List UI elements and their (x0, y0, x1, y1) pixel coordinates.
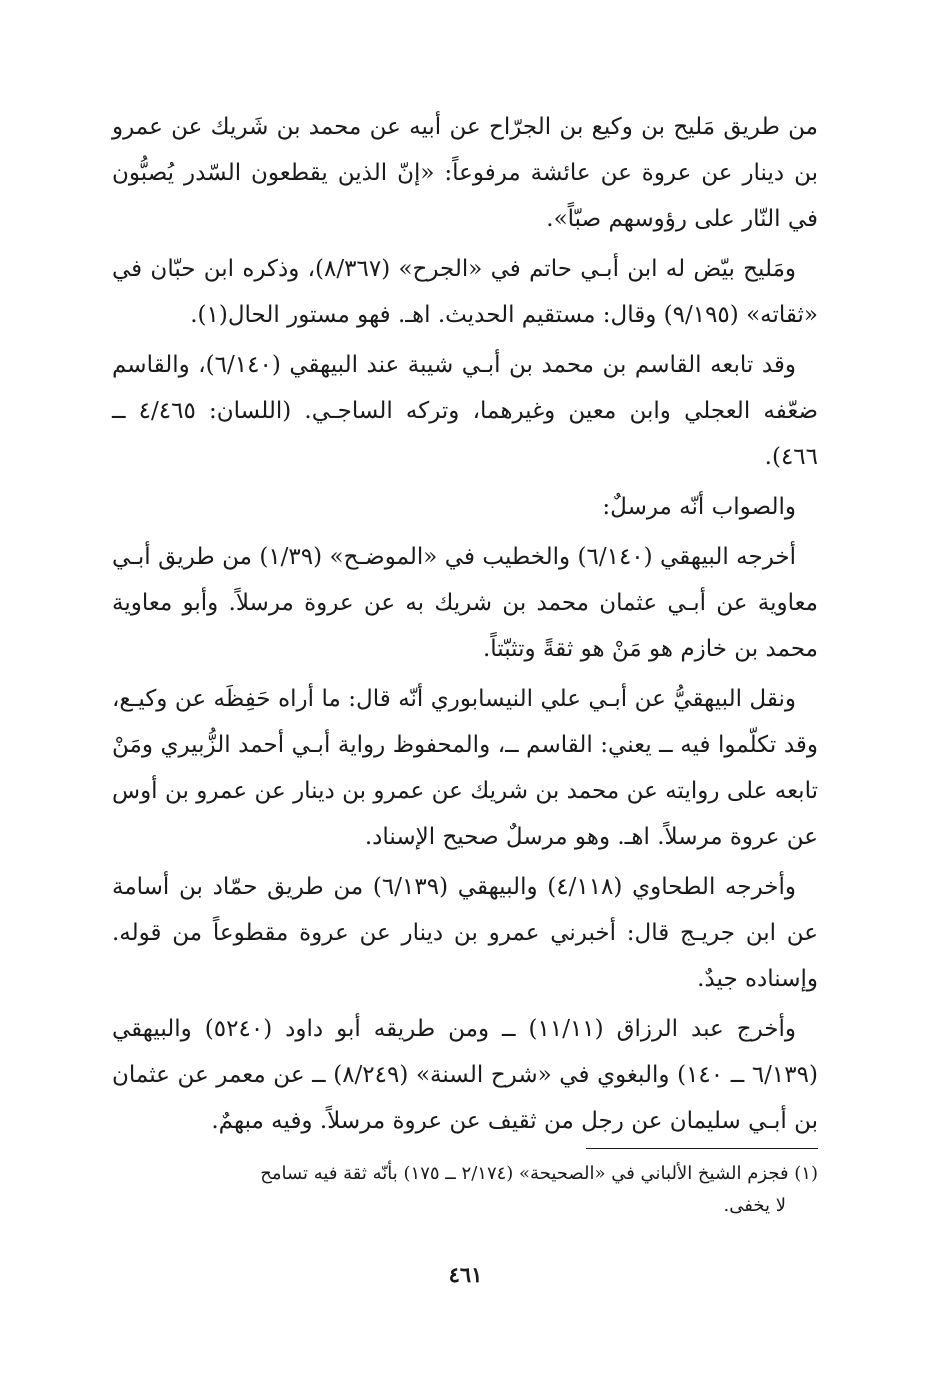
paragraph-5: أخرجه البيهقي (٦/١٤٠) والخطيب في «الموضـح» (١/٣٩) من طريق أبـي معاوية عن أبـي عثمان محمد بن شريك به عن عروة مرسلاً. وأبو معاوية محمد بن خازم هو مَنْ هو ثقةً وتثبّتاً. (112, 544, 818, 662)
footnote (112, 1158, 818, 1222)
paragraph-6: ونقل البيهقيُّ عن أبـي علي النيسابوري أنّه قال: ما أراه حَفِظَه عن وكيـع، وقد تكلّموا فيه ــ يعني: القاسم ــ، والمحفوظ رواية أبـي أحمد الزُّبيري ومَنْ تابعه على روايته عن محمد بن شريك عن عمرو بن دينار عن عمرو بن أوس عن عروة مرسلاً. اهـ. وهو مرسلٌ صحيح الإسناد. (112, 686, 818, 850)
paragraph-4: والصواب أنّه مرسلٌ: (602, 494, 796, 520)
footnote-line-1: (١) فجزم الشيخ الألباني في «الصحيحة» (٢/١٧٤ ــ ١٧٥) بأنّه ثقة فيه تسامح (260, 1163, 818, 1184)
page-body (112, 104, 818, 1148)
main-text (112, 104, 818, 1144)
paragraph-7: وأخرجه الطحاوي (٤/١١٨) والبيهقي (٦/١٣٩) من طريق حمّاد بن أسامة عن ابن جريـج قال: أخبرني عمرو بن دينار عن عروة مقطوعاً من قوله. وإسناده جيدٌ. (112, 874, 818, 992)
page-number: ٤٦١ (448, 1262, 483, 1287)
paragraph-2: ومَليح بيّض له ابن أبـي حاتم في «الجرح» (٨/٣٦٧)، وذكره ابن حبّان في «ثقاته» (٩/١٩٥) وقال: مستقيم الحديث. اهـ. فهو مستور الحال(١). (112, 256, 818, 328)
paragraph-3: وقد تابعه القاسم بن محمد بن أبـي شيبة عند البيهقي (٦/١٤٠)، والقاسم ضعّفه العجلي وابن معين وغيرهما، وتركه الساجـي. (اللسان: ٤/٤٦٥ ــ ٤٦٦). (112, 352, 818, 470)
paragraph-1: من طريق مَليح بن وكيع بن الجرّاح عن أبيه عن محمد بن شَريك عن عمرو بن دينار عن عروة عن عائشة مرفوعاً: «إنّ الذين يقطعون السّدر يُصبُّون في النّار على رؤوسهم صبّاً». (112, 114, 818, 232)
paragraph-8: وأخرج عبد الرزاق (١١/١١) ــ ومن طريقه أبو داود (٥٢٤٠) والبيهقي (٦/١٣٩ ــ ١٤٠) والبغوي في «شرح السنة» (٨/٢٤٩) ــ عن معمر عن عثمان بن أبـي سليمان عن رجل من ثقيف عن عروة مرسلاً. وفيه مبهمٌ. (112, 1016, 818, 1134)
footnote-line-2: لا يخفى. (723, 1195, 786, 1216)
footnote-divider (586, 1148, 818, 1149)
